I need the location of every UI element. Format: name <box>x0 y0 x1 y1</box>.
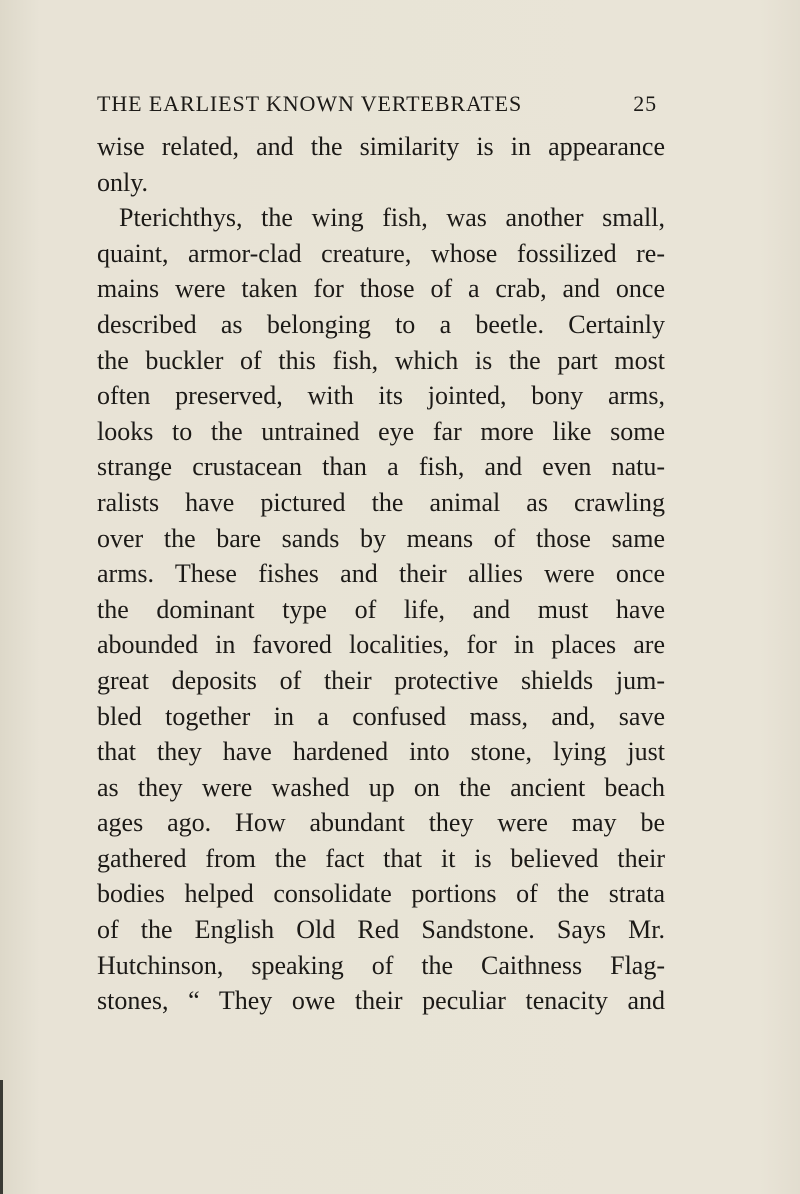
text-line: wise related, and the similarity is in appearance <box>97 132 665 161</box>
text-line: the dominant type of life, and must have <box>97 594 665 624</box>
text-line: stones, “ They owe their peculiar tenacity and <box>97 986 665 1016</box>
text-line: often preserved, with its jointed, bony arms, <box>97 381 665 411</box>
text-line: abounded in favored localities, for in places are <box>97 630 665 660</box>
text-line: over the bare sands by means of those same <box>97 523 665 553</box>
text-line: the buckler of this fish, which is the part most <box>97 345 665 375</box>
running-head <box>97 91 657 121</box>
text-line: of the English Old Red Sandstone. Says Mr. <box>97 915 665 945</box>
text-line: as they were washed up on the ancient beach <box>97 772 665 802</box>
text-line: strange crustacean than a fish, and even natu- <box>97 452 665 482</box>
page-number: 25 <box>633 91 657 116</box>
text-line: quaint, armor-clad creature, whose fossilized re- <box>97 238 665 268</box>
text-line: gathered from the fact that it is believed their <box>97 843 665 873</box>
page-edge-shadow <box>0 1080 3 1194</box>
text-line: bled together in a confused mass, and, save <box>97 701 665 731</box>
text-line: great deposits of their protective shields jum- <box>97 665 665 695</box>
text-line: looks to the untrained eye far more like some <box>97 416 665 446</box>
text-line: ages ago. How abundant they were may be <box>97 808 665 838</box>
text-line: arms. These fishes and their allies were once <box>97 559 665 589</box>
body-text <box>97 129 665 1019</box>
text-line: described as belonging to a beetle. Certainly <box>97 309 665 339</box>
text-line: bodies helped consolidate portions of the strata <box>97 879 665 909</box>
text-line: that they have hardened into stone, lying just <box>97 737 665 767</box>
text-line: Pterichthys, the wing fish, was another small, <box>119 203 665 233</box>
text-line: ralists have pictured the animal as crawling <box>97 487 665 517</box>
text-line: only. <box>97 167 149 197</box>
text-line: mains were taken for those of a crab, and once <box>97 274 665 304</box>
running-head-title: THE EARLIEST KNOWN VERTEBRATES <box>97 91 523 116</box>
text-line: Hutchinson, speaking of the Caithness Flag- <box>97 950 665 980</box>
